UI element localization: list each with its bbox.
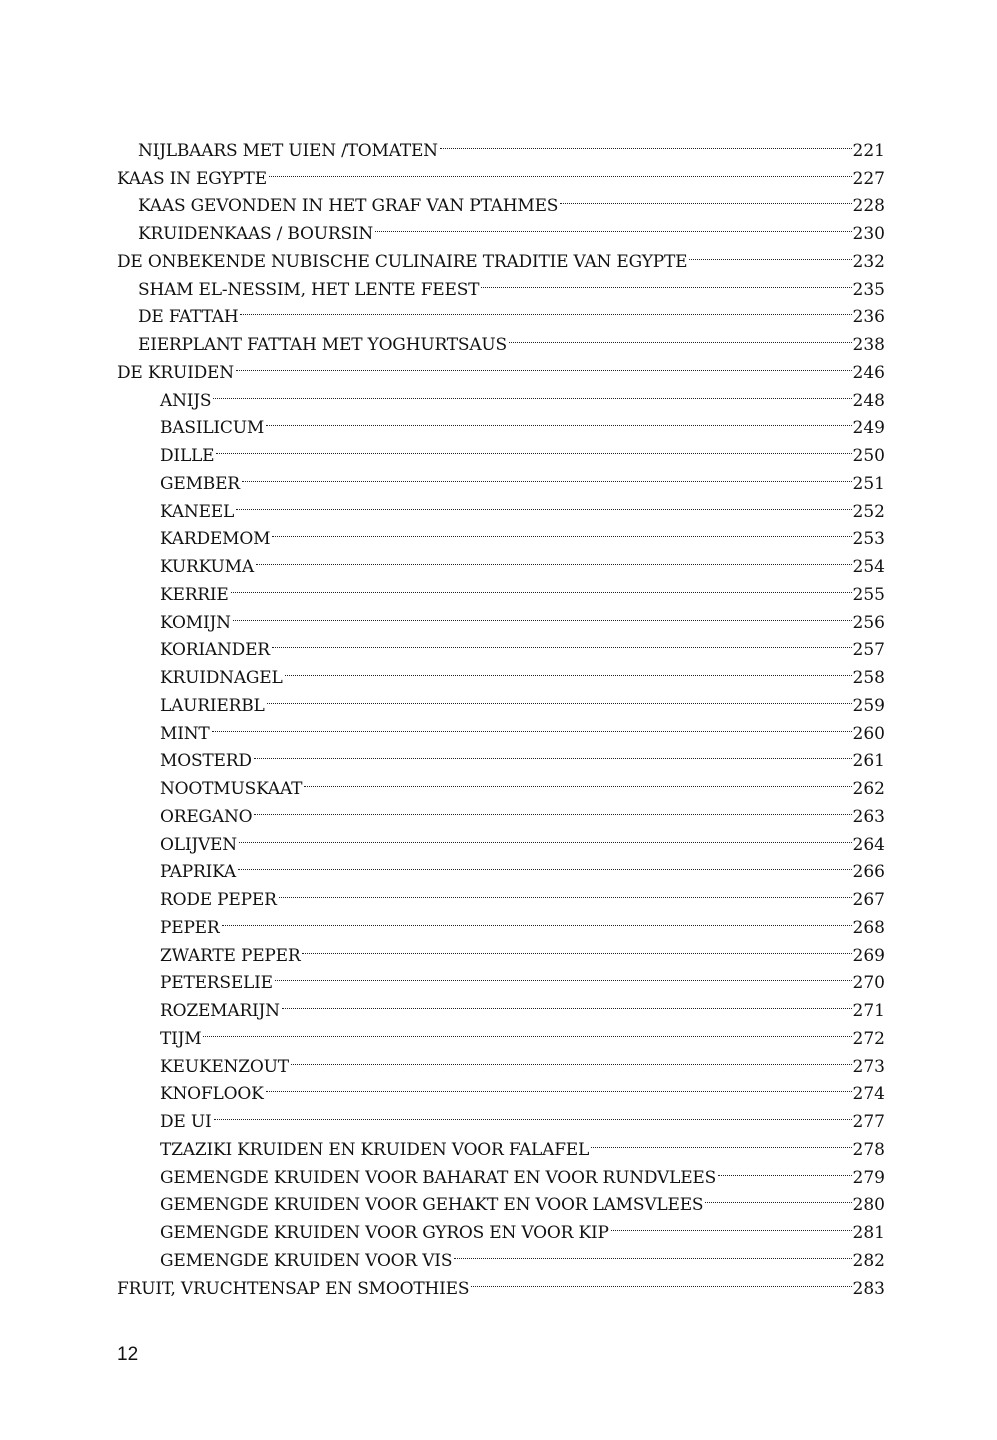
toc-entry-title: PAPRIKA bbox=[160, 862, 236, 883]
toc-entry-title: RODE PEPER bbox=[160, 890, 277, 910]
dot-leader bbox=[266, 1072, 852, 1100]
toc-entry-page: 272 bbox=[852, 1028, 885, 1049]
toc-entry-page: 266 bbox=[852, 862, 885, 883]
toc-entry-page: 232 bbox=[852, 251, 885, 272]
toc-entry-page: 238 bbox=[852, 335, 885, 355]
toc-entry-title: ROZEMARIJN bbox=[160, 1001, 280, 1021]
dot-leader bbox=[272, 628, 852, 656]
toc-entry bbox=[117, 1016, 885, 1049]
toc-entry-title: LAURIERBL bbox=[160, 695, 265, 716]
toc-entry-page: 255 bbox=[852, 584, 885, 605]
toc-entry bbox=[117, 1127, 885, 1160]
toc-entry-title: GEMBER bbox=[160, 473, 240, 494]
dot-leader bbox=[440, 128, 852, 156]
toc-entry-page: 283 bbox=[852, 1278, 885, 1299]
dot-leader bbox=[481, 267, 851, 295]
dot-leader bbox=[256, 544, 852, 572]
toc-entry-page: 250 bbox=[852, 446, 885, 466]
toc-entry-page: 263 bbox=[852, 806, 885, 827]
toc-entry-title: KAAS GEVONDEN IN HET GRAF VAN PTAHMES bbox=[138, 196, 559, 217]
toc-entry-title: MOSTERD bbox=[160, 751, 252, 772]
toc-entry-page: 260 bbox=[852, 723, 885, 744]
toc-entry-title: TZAZIKI KRUIDEN EN KRUIDEN VOOR FALAFEL bbox=[160, 1139, 590, 1160]
dot-leader bbox=[304, 766, 851, 794]
toc-entry-page: 221 bbox=[852, 140, 885, 161]
toc-entry-page: 278 bbox=[852, 1139, 885, 1160]
toc-entry-page: 273 bbox=[852, 1056, 885, 1077]
dot-leader bbox=[213, 378, 851, 406]
dot-leader bbox=[272, 517, 851, 545]
dot-leader bbox=[236, 350, 852, 378]
toc-entry-title: KANEEL bbox=[160, 501, 235, 522]
dot-leader bbox=[291, 1044, 852, 1072]
toc-entry-page: 264 bbox=[852, 834, 885, 855]
dot-leader bbox=[239, 822, 852, 850]
toc-entry-page: 281 bbox=[852, 1223, 885, 1243]
toc-entry-title: KRUIDENKAAS / BOURSIN bbox=[138, 224, 374, 244]
toc-entry-title: BASILICUM bbox=[160, 418, 265, 439]
toc-entry-title: TIJM bbox=[160, 1028, 202, 1049]
toc-entry-page: 236 bbox=[852, 307, 885, 328]
dot-leader bbox=[267, 683, 852, 711]
toc-entry-page: 256 bbox=[852, 612, 885, 633]
dot-leader bbox=[236, 489, 851, 517]
dot-leader bbox=[233, 600, 852, 628]
toc-entry-page: 249 bbox=[852, 418, 885, 439]
toc-entry bbox=[117, 461, 885, 494]
dot-leader bbox=[212, 711, 852, 739]
page-number: 12 bbox=[117, 1344, 139, 1365]
toc-entry-page: 248 bbox=[852, 390, 885, 411]
dot-leader bbox=[591, 1127, 851, 1155]
toc-entry-page: 230 bbox=[852, 224, 885, 244]
toc-entry-title: GEMENGDE KRUIDEN VOOR BAHARAT EN VOOR RUNDVLEES bbox=[160, 1167, 717, 1188]
toc-entry bbox=[117, 711, 885, 744]
dot-leader bbox=[285, 655, 852, 683]
toc-entry-title: DE FATTAH bbox=[138, 307, 239, 328]
toc-entry-page: 280 bbox=[852, 1195, 885, 1216]
toc-entry-title: PETERSELIE bbox=[160, 973, 273, 994]
dot-leader bbox=[509, 322, 852, 350]
toc-entry-title: NOOTMUSKAAT bbox=[160, 779, 303, 799]
toc-entry-page: 228 bbox=[852, 196, 885, 217]
toc-entry bbox=[117, 378, 885, 411]
dot-leader bbox=[454, 1238, 851, 1266]
dot-leader bbox=[279, 877, 852, 905]
toc-entry-page: 262 bbox=[852, 779, 885, 799]
dot-leader bbox=[254, 794, 851, 822]
toc-entry bbox=[117, 406, 885, 439]
toc-entry-title: ZWARTE PEPER bbox=[160, 945, 301, 966]
dot-leader bbox=[611, 1210, 852, 1238]
toc-entry-title: KEUKENZOUT bbox=[160, 1056, 289, 1077]
toc-entry bbox=[117, 1044, 885, 1077]
toc-entry-page: 277 bbox=[852, 1112, 885, 1132]
dot-leader bbox=[242, 461, 852, 489]
toc-entry-page: 259 bbox=[852, 695, 885, 716]
toc-entry-page: 253 bbox=[852, 529, 885, 550]
toc-entry-page: 269 bbox=[852, 945, 885, 966]
toc-entry-title: DE ONBEKENDE NUBISCHE CULINAIRE TRADITIE VAN EGYPTE bbox=[117, 251, 688, 272]
toc-entry-title: OLIJVEN bbox=[160, 834, 237, 855]
toc-entry-page: 254 bbox=[852, 557, 885, 577]
dot-leader bbox=[282, 988, 852, 1016]
toc-entry bbox=[117, 933, 885, 966]
dot-leader bbox=[216, 433, 851, 461]
toc-entry bbox=[117, 572, 885, 605]
dot-leader bbox=[240, 295, 851, 323]
toc-entry bbox=[117, 128, 885, 161]
dot-leader bbox=[689, 239, 851, 267]
dot-leader bbox=[275, 961, 852, 989]
toc-entry-title: GEMENGDE KRUIDEN VOOR GYROS EN VOOR KIP bbox=[160, 1223, 609, 1243]
dot-leader bbox=[254, 739, 852, 767]
toc-entry-page: 282 bbox=[852, 1250, 885, 1271]
dot-leader bbox=[705, 1183, 851, 1211]
toc-entry-title: GEMENGDE KRUIDEN VOOR VIS bbox=[160, 1250, 453, 1271]
toc-entry bbox=[117, 1099, 885, 1132]
toc-entry-title: NIJLBAARS MET UIEN /TOMATEN bbox=[138, 140, 438, 161]
dot-leader bbox=[302, 933, 851, 961]
toc-entry-title: KURKUMA bbox=[160, 557, 254, 577]
dot-leader bbox=[266, 406, 851, 434]
dot-leader bbox=[471, 1266, 851, 1294]
toc-entry-title: KNOFLOOK bbox=[160, 1084, 264, 1105]
toc-entry bbox=[117, 433, 885, 466]
toc-entry-title: GEMENGDE KRUIDEN VOOR GEHAKT EN VOOR LAMSVLEES bbox=[160, 1195, 704, 1216]
toc-entry-page: 235 bbox=[852, 279, 885, 300]
toc-entry-page: 257 bbox=[852, 640, 885, 661]
dot-leader bbox=[214, 1099, 852, 1127]
toc-entry-title: DE UI bbox=[160, 1112, 212, 1132]
toc-entry-page: 251 bbox=[852, 473, 885, 494]
toc-entry-title: KAAS IN EGYPTE bbox=[117, 168, 267, 189]
dot-leader bbox=[375, 211, 851, 239]
toc-entry-title: EIERPLANT FATTAH MET YOGHURTSAUS bbox=[138, 335, 507, 355]
toc-entry-page: 267 bbox=[852, 890, 885, 910]
toc-entry-title: KOMIJN bbox=[160, 612, 231, 633]
toc-entry-title: PEPER bbox=[160, 917, 220, 938]
toc-entry-page: 258 bbox=[852, 668, 885, 688]
toc-entry-page: 271 bbox=[852, 1001, 885, 1021]
toc-entry bbox=[117, 600, 885, 633]
toc-entry-title: MINT bbox=[160, 723, 210, 744]
toc-entry bbox=[117, 905, 885, 938]
toc-entry bbox=[117, 739, 885, 772]
toc-entry-title: OREGANO bbox=[160, 806, 253, 827]
toc-entry-title: ANIJS bbox=[160, 390, 212, 411]
toc-entry-page: 270 bbox=[852, 973, 885, 994]
toc-entry-title: KARDEMOM bbox=[160, 529, 271, 550]
table-of-contents bbox=[117, 128, 885, 1299]
toc-entry-title: DE KRUIDEN bbox=[117, 362, 234, 383]
dot-leader bbox=[203, 1016, 851, 1044]
toc-entry-title: KRUIDNAGEL bbox=[160, 668, 283, 688]
toc-entry-title: FRUIT, VRUCHTENSAP EN SMOOTHIES bbox=[117, 1278, 470, 1299]
dot-leader bbox=[560, 184, 851, 212]
toc-entry-page: 279 bbox=[852, 1167, 885, 1188]
dot-leader bbox=[269, 156, 852, 184]
dot-leader bbox=[238, 850, 852, 878]
toc-entry-page: 246 bbox=[852, 362, 885, 383]
toc-entry-page: 227 bbox=[852, 168, 885, 189]
toc-entry-title: SHAM EL-NESSIM, HET LENTE FEEST bbox=[138, 279, 480, 300]
toc-entry bbox=[117, 628, 885, 661]
toc-entry-page: 252 bbox=[852, 501, 885, 522]
dot-leader bbox=[718, 1155, 851, 1183]
toc-entry-title: KERRIE bbox=[160, 584, 229, 605]
dot-leader bbox=[231, 572, 852, 600]
toc-entry-title: KORIANDER bbox=[160, 640, 270, 661]
dot-leader bbox=[222, 905, 852, 933]
toc-entry-title: DILLE bbox=[160, 446, 215, 466]
toc-entry-page: 268 bbox=[852, 917, 885, 938]
toc-entry-page: 274 bbox=[852, 1084, 885, 1105]
toc-entry-page: 261 bbox=[852, 751, 885, 772]
